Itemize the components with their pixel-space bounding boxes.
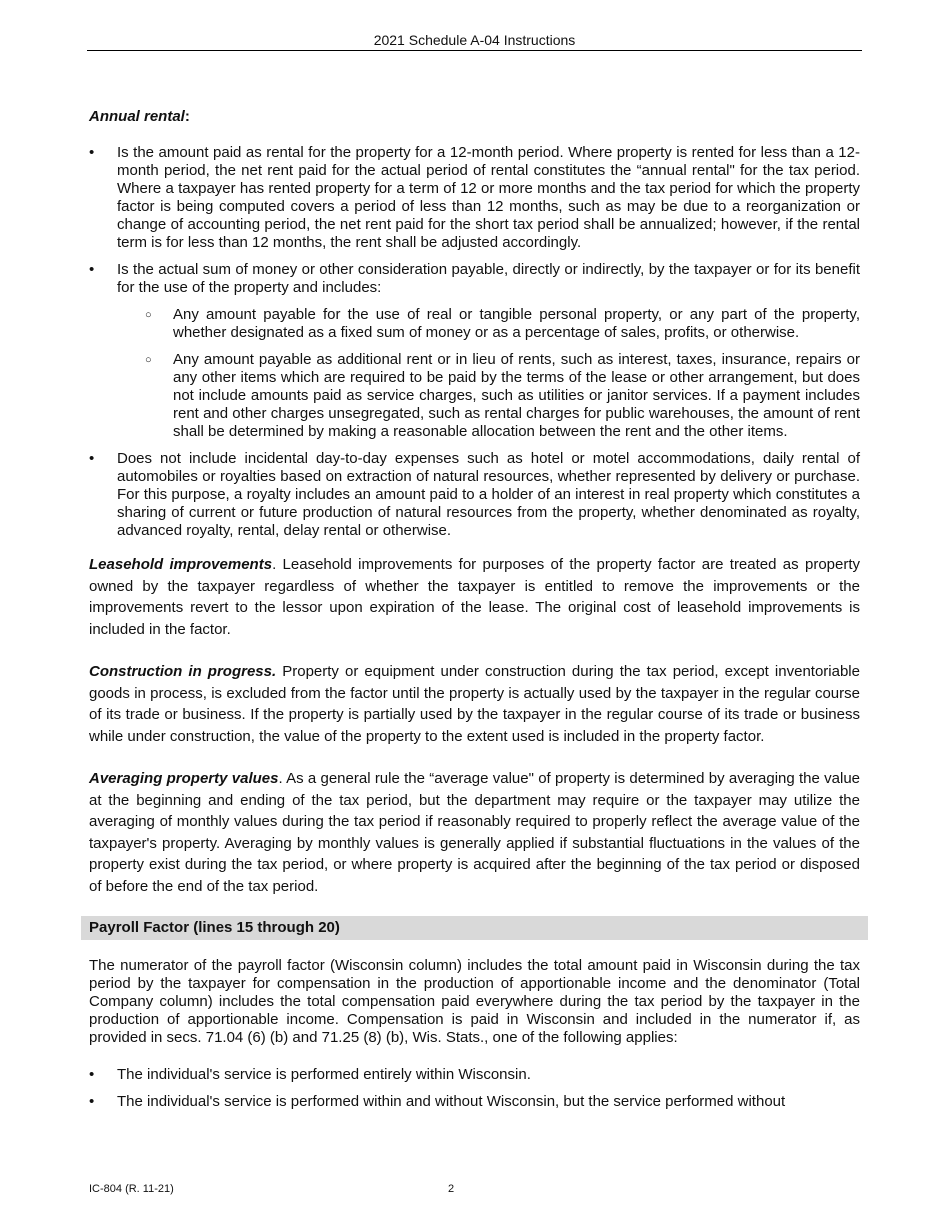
list-item: • The individual's service is performed entirely within Wisconsin. [89,1066,860,1084]
annual-rental-label: Annual rental [89,108,185,125]
list-item: • Is the actual sum of money or other consideration payable, directly or indirectly, by the taxpayer or for its benefit for the use of the property and includes: ○ Any amount payable for the use of real or tangible personal property, or any part of the property, whether designated as a fixed sum of money or as a percentage of sales, profits, or otherwise. ○ Any amount payable as additional rent or in lieu of rents, such as interest, taxes, insurance, repairs or any other items which are required to be paid by the terms of the lease or other arrangement, but does not include amounts paid as service charges, such as utilities or janitor services. If a payment includes rent and other charges unsegregated, such as rental charges for public warehouses, the amount of rent shall be determined by making a reasonable allocation between the rent and the other items. [89,261,860,441]
page-header: 2021 Schedule A-04 Instructions [87,32,862,51]
annual-rental-list [89,144,860,540]
list-item: • The individual's service is performed within and without Wisconsin, but the service performed without [89,1093,860,1111]
page-number: 2 [448,1183,455,1195]
payroll-section-title: Payroll Factor (lines 15 through 20) [81,916,868,940]
form-id: IC-804 (R. 11-21) [89,1183,174,1195]
list-item: • Is the amount paid as rental for the property for a 12-month period. Where property is rented for less than a 12-month period, the net rent paid for the actual period of rental constitutes the “annual rental" for the tax period. Where a taxpayer has rented property for a term of 12 or more months and the tax period for which the property factor is being computed covers a period of less than 12 months, such as may be due to a reorganization or change of accounting period, the net rent paid for the short tax period shall be annualized; however, if the rental term is for less than 12 months, the rent shall be adjusted accordingly. [89,144,860,252]
construction-paragraph: Construction in progress. Property or equipment under construction during the tax period, except inventoriable goods in process, is excluded from the factor until the property is actually used by the taxpayer in the regular course of its trade or business. If the property is partially used by the taxpayer in the regular course of its trade or business while under construction, the value of the property to the extent used is included in the property factor. [89,663,860,745]
document-body [89,108,860,1120]
construction-heading: Construction in progress. [89,663,277,680]
averaging-paragraph: Averaging property values. As a general rule the “average value" of property is determined by averaging the value at the beginning and ending of the tax period, but the department may require or the taxpayer may utilize the averaging of monthly values during the tax period if reasonably required to properly reflect the average value of the taxpayer's property. Averaging by monthly values is generally applied if substantial fluctuations in the values of the property exist during the tax period, or where property is acquired after the beginning of the tax period or disposed of before the end of the tax period. [89,770,861,895]
sub-list-item: ○ Any amount payable for the use of real or tangible personal property, or any part of the property, whether designated as a fixed sum of money or as a percentage of sales, profits, or otherwise. [117,306,860,342]
annual-rental-heading: Annual rental: [89,108,190,125]
leasehold-paragraph: Leasehold improvements. Leasehold improvements for purposes of the property factor are treated as property owned by the taxpayer regardless of whether the taxpayer is entitled to remove the improvements or the improvements revert to the lessor upon expiration of the lease. The original cost of leasehold improvements is included in the factor. [89,556,861,638]
averaging-heading: Averaging property values [89,770,279,787]
leasehold-heading: Leasehold improvements [89,556,273,573]
list-item: • Does not include incidental day-to-day expenses such as hotel or motel accommodations, daily rental of automobiles or royalties based on extraction of natural resources, whether represented by delivery or purchase. For this purpose, a royalty includes an amount paid to a holder of an interest in real property which constitutes a sharing of current or future production of natural resources from the property, whether denominated as royalty, advanced royalty, rental, delay rental or otherwise. [89,450,860,540]
sub-list-item: ○ Any amount payable as additional rent or in lieu of rents, such as interest, taxes, insurance, repairs or any other items which are required to be paid by the terms of the lease or other arrangement, but does not include amounts paid as service charges, such as utilities or janitor services. If a payment includes rent and other charges unsegregated, such as rental charges for public warehouses, the amount of rent shall be determined by making a reasonable allocation between the rent and the other items. [117,351,860,441]
sub-list [117,306,860,441]
payroll-intro: The numerator of the payroll factor (Wisconsin column) includes the total amount paid in Wisconsin during the tax period by the taxpayer for compensation in the production of apportionable income and the denominator (Total Company column) includes the total compensation paid everywhere during the tax period by the taxpayer in the production of apportionable income. Compensation is paid in Wisconsin and included in the numerator if, as provided in secs. 71.04 (6) (b) and 71.25 (8) (b), Wis. Stats., one of the following applies: [89,957,860,1046]
payroll-list [89,1066,860,1111]
